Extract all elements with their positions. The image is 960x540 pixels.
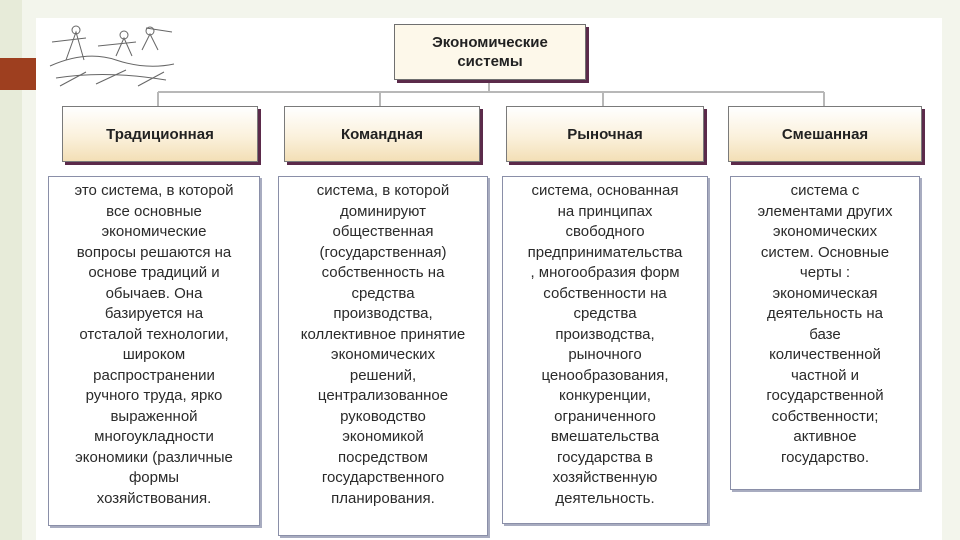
- desc-line: средства: [351, 284, 415, 302]
- desc-line: экономические: [101, 223, 207, 240]
- desc-line: деятельность.: [555, 489, 655, 507]
- desc-line: государства в: [556, 448, 654, 466]
- desc-line: вмешательства: [550, 428, 660, 445]
- desc-line: руководство: [340, 407, 426, 425]
- desc-line: предпринимательства: [527, 243, 683, 261]
- desc-line: широком: [122, 346, 186, 363]
- desc-line: количественной: [769, 346, 881, 363]
- desc-line: государственного: [321, 469, 445, 486]
- desc-line: планирования.: [331, 489, 435, 507]
- desc-line: (государственная): [319, 243, 447, 261]
- desc-line: это система, в которой: [74, 182, 234, 199]
- desc-line: собственности;: [771, 407, 879, 425]
- desc-line: решений,: [349, 366, 417, 384]
- system-header-market: Рыночная: [506, 106, 704, 162]
- desc-line: обычаев. Она: [105, 284, 203, 302]
- description-market: [502, 176, 708, 524]
- system-header-command: Командная: [284, 106, 480, 162]
- description-command: [278, 176, 488, 536]
- desc-line: выраженной: [110, 407, 198, 425]
- desc-line: ограниченного: [554, 407, 656, 425]
- description-traditional: [48, 176, 260, 526]
- desc-line: хозяйственную: [552, 469, 658, 486]
- desc-line: система с: [790, 182, 860, 199]
- root-title-line1: Экономические: [432, 34, 548, 51]
- desc-line: деятельность на: [767, 305, 883, 322]
- system-header-mixed: Смешанная: [728, 106, 922, 162]
- desc-line: государственной: [766, 387, 884, 404]
- desc-line: ценообразования,: [541, 366, 669, 384]
- desc-line: формы: [128, 469, 180, 486]
- desc-line: основе традиций и: [88, 264, 220, 281]
- desc-line: экономическая: [772, 284, 878, 302]
- desc-line: собственности на: [543, 284, 667, 302]
- desc-line: вопросы решаются на: [76, 243, 232, 261]
- desc-line: распространении: [93, 366, 215, 384]
- desc-line: все основные: [106, 202, 202, 220]
- root-title-line2: системы: [457, 53, 523, 70]
- desc-line: экономикой: [342, 428, 424, 445]
- desc-line: на принципах: [557, 202, 653, 220]
- desc-line: частной и: [790, 366, 860, 384]
- desc-line: доминируют: [340, 202, 426, 220]
- desc-line: экономики (различные: [75, 448, 233, 466]
- desc-line: черты :: [799, 264, 851, 281]
- desc-line: экономических: [772, 223, 878, 240]
- desc-line: производства,: [333, 305, 433, 322]
- desc-line: конкуренции,: [559, 387, 651, 404]
- desc-line: отсталой технологии,: [79, 325, 229, 343]
- desc-line: активное: [793, 428, 857, 445]
- desc-line: собственность на: [321, 264, 445, 281]
- desc-line: посредством: [338, 448, 428, 466]
- desc-line: хозяйствования.: [96, 489, 212, 507]
- desc-line: централизованное: [317, 387, 449, 404]
- desc-line: государство.: [780, 448, 870, 466]
- desc-line: экономических: [330, 346, 436, 363]
- desc-line: элементами других: [757, 202, 893, 220]
- desc-line: базируется на: [104, 305, 204, 322]
- desc-line: производства,: [555, 325, 655, 343]
- system-header-traditional: Традиционная: [62, 106, 258, 162]
- description-mixed: [730, 176, 920, 490]
- desc-line: базе: [809, 325, 841, 343]
- desc-line: многоукладности: [94, 428, 214, 445]
- desc-line: система, основанная: [531, 182, 679, 199]
- desc-line: средства: [573, 305, 637, 322]
- root-node-economic-systems: [394, 24, 586, 80]
- desc-line: свободного: [565, 223, 645, 240]
- desc-line: , многообразия форм: [530, 264, 680, 281]
- desc-line: рыночного: [568, 346, 642, 363]
- desc-line: общественная: [332, 223, 434, 240]
- desc-line: ручного труда, ярко: [85, 387, 223, 404]
- desc-line: систем. Основные: [760, 243, 890, 261]
- desc-line: система, в которой: [316, 182, 450, 199]
- desc-line: коллективное принятие: [300, 325, 466, 343]
